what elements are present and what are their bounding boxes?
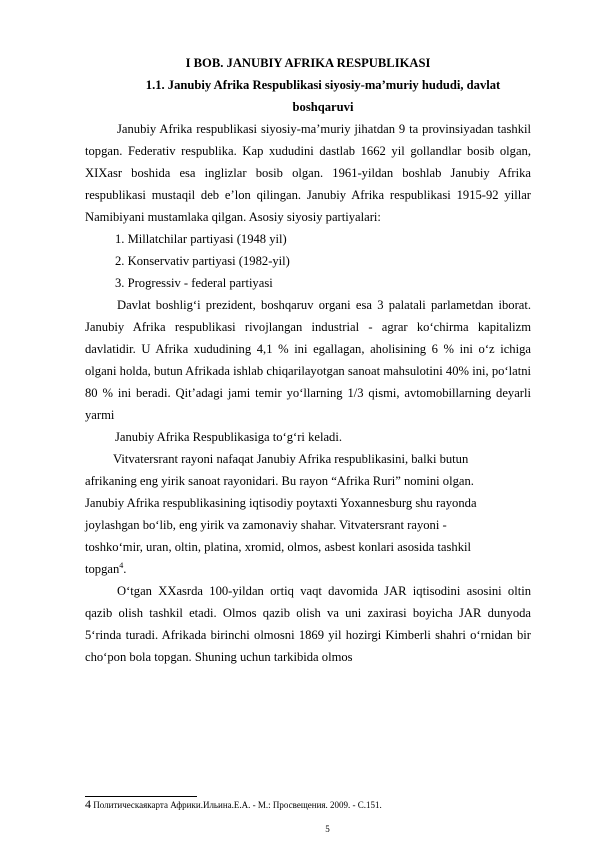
document-page [85,52,531,668]
footnote-reference[interactable]: 4 [119,560,124,570]
chapter-title: I BOB. JANUBIY AFRIKA RESPUBLIKASI [185,56,431,70]
paragraph-1: Janubiy Afrika respublikasi siyosiy-ma’muriy jihatdan 9 ta provinsiyadan tashkil topgan. Federativ respublika. Kap xududini dastlab 1662 yil gollandlar bosib olgan, XIXasr boshida esa inglizlar bosib olgan. 1961-yildan boshlab Janubiy Afrika respublikasi mustaqil deb e’lon qilingan. Janubiy Afrika respublikasi 1915-92 yillar Namibiyani mustamlaka qilgan. Asosiy siyosiy partiyalari: [85,122,531,224]
vitvatersrant-line-6: topgan$^4$. [85,560,127,576]
page-number: 5 [325,824,330,834]
paragraph-3: O‘tgan XXasrda 100-yildan ortiq vaqt davomida JAR iqtisodini asosini oltin qazib olish tashkil etadi. Olmos qazib olish va uni zaxirasi boyicha JAR dunyoda 5‘rinda turadi. Afrikada birinchi olmosni 1869 yil hozirgi Kimberli shahri o‘rnidan bir cho‘pon bola topgan. Shuning uchun tarkibida olmos [85,584,531,664]
paragraph-2-end: Janubiy Afrika Respublikasiga to‘g‘ri keladi. [115,430,342,444]
footnote-number: 4 [85,797,91,811]
footnote-divider [85,796,197,797]
vitvatersrant-line-1: Vitvatersrant rayoni nafaqat Janubiy Afrika respublikasini, balki butun [113,452,469,466]
paragraph-2: Davlat boshlig‘i prezident, boshqaruv organi esa 3 palatali parlametdan iborat. Janubiy Afrika respublikasi rivojlangan industrial - agrar ko‘chirma kapitalizm davlatidir. U Afrika xududining 4,1 % ini egallagan, aholisining 6 % ini o‘z ichiga olgani holda, butun Afrikada ishlab chiqarilayotgan sanoat mahsulotini 40% ini, po‘latni 80 % ini beradi. Qit’adagi jami temir yo‘llarning 1/3 qismi, avtomobillarning deyarli yarmi [85,298,531,422]
vitvatersrant-line-4: joylashgan bo‘lib, eng yirik va zamonaviy shahar. Vitvatersrant rayoni - [85,518,447,532]
vitvatersrant-line-6-text: topgan [85,562,120,576]
footnote-text: Политическаякарта Африки.Ильина.Е.А. - М.: Просвещения. 2009. - С.151. [93,800,382,810]
vitvatersrant-line-5: toshko‘mir, uran, oltin, platina, xromid, olmos, asbest konlari asosida tashkil [85,540,472,554]
party-item-2: 2. Konservativ partiyasi (1982-yil) [115,254,290,268]
vitvatersrant-paragraph [85,448,531,580]
vitvatersrant-line-2: afrikaning eng yirik sanoat rayonidari. Bu rayon “Afrika Ruri” nomini olgan. [85,474,474,488]
vitvatersrant-line-3: Janubiy Afrika respublikasining iqtisodiy poytaxti Yoxannesburg shu rayonda [85,496,477,510]
footnote [85,798,382,811]
section-title: 1.1. Janubiy Afrika Respublikasi siyosiy-ma’muriy hududi, davlat boshqaruvi [145,78,501,114]
party-item-1: 1. Millatchilar partiyasi (1948 yil) [115,232,287,246]
party-item-3: 3. Progressiv - federal partiyasi [115,276,273,290]
